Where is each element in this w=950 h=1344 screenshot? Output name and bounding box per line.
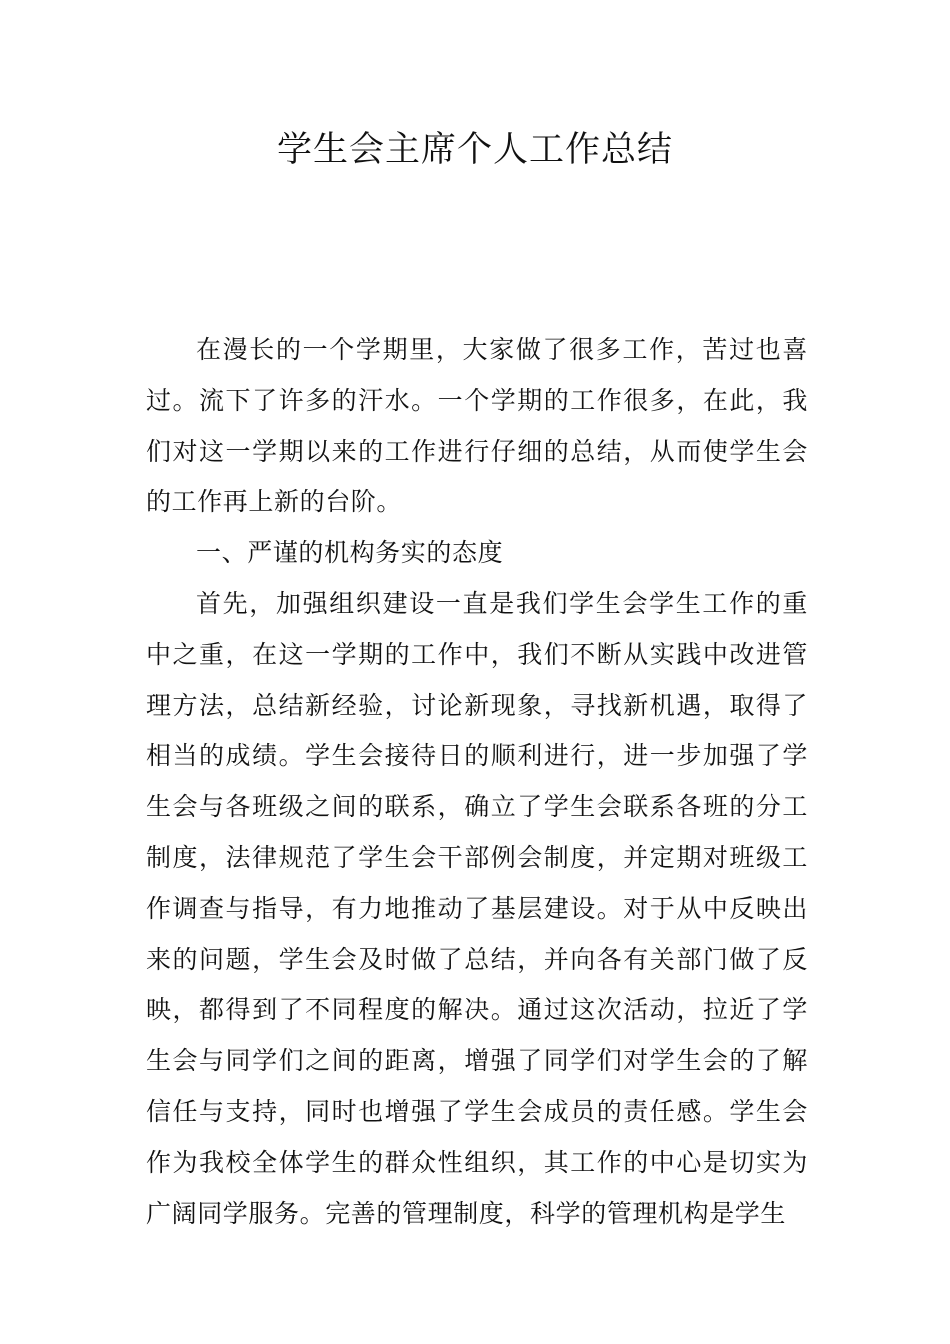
section-heading: 一、严谨的机构务实的态度 [196,538,504,568]
intro-paragraph: 在漫长的一个学期里，大家做了很多工作，苦过也喜过。流下了许多的汗水。一个学期的工作很多，在此，我们对这一学期以来的工作进行仔细的总结，从而使学生会的工作再上新的台阶。 [146,335,808,517]
document-body [146,325,808,1239]
document-title: 学生会主席个人工作总结 [276,130,673,170]
section-paragraph: 首先，加强组织建设一直是我们学生会学生工作的重中之重，在这一学期的工作中，我们不断从实践中改进管理方法，总结新经验，讨论新现象，寻找新机遇，取得了相当的成绩。学生会接待日的顺利进行，进一步加强了学生会与各班级之间的联系，确立了学生会联系各班的分工制度，法律规范了学生会干部例会制度，并定期对班级工作调查与指导，有力地推动了基层建设。对于从中反映出来的问题，学生会及时做了总结，并向各有关部门做了反映，都得到了不同程度的解决。通过这次活动，拉近了学生会与同学们之间的距离，增强了同学们对学生会的了解信任与支持，同时也增强了学生会成员的责任感。学生会作为我校全体学生的群众性组织，其工作的中心是切实为广阔同学服务。完善的管理制度，科学的管理机构是学生 [146,588,808,1228]
